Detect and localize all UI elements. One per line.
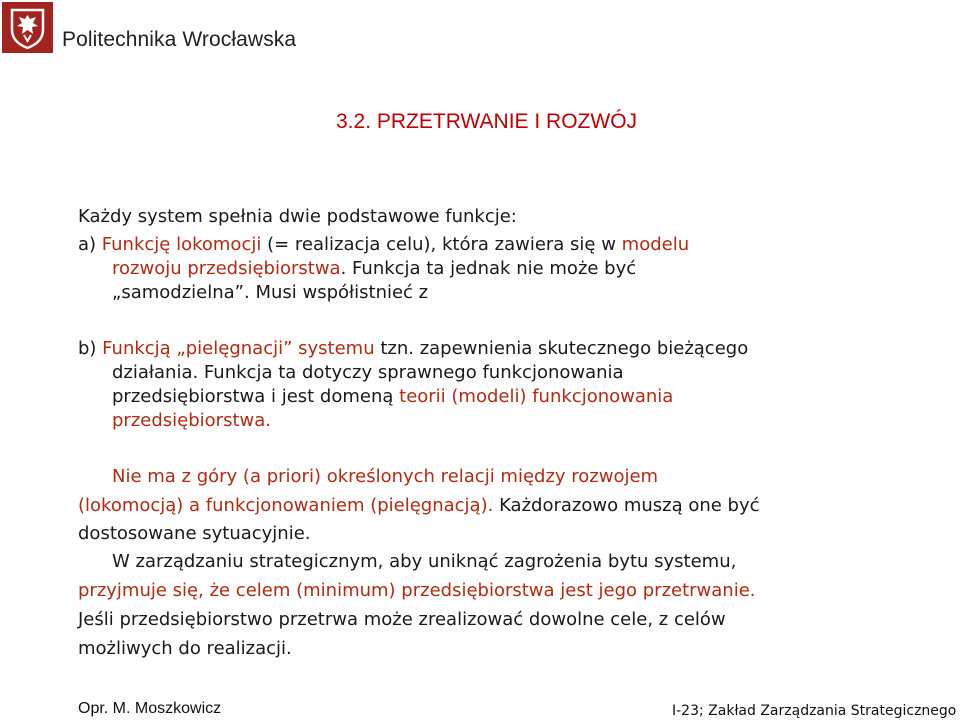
strategy-line4: możliwych do realizacji.	[78, 638, 292, 659]
term-theory: teorii (modeli) funkcjonowania	[399, 386, 674, 407]
term-model: modelu	[621, 234, 690, 255]
footer-page-info: I-23; Zakład Zarządzania Strategicznego	[672, 703, 957, 719]
strategy-line2: przyjmuje się, że celem (minimum) przedsiębiorstwa jest jego przetrwanie.	[78, 580, 756, 601]
slide-title: 3.2. PRZETRWANIE I ROZWÓJ	[336, 110, 638, 133]
relation-line3: dostosowane sytuacyjnie.	[78, 523, 311, 544]
footer-author: Opr. M. Moszkowicz	[78, 700, 222, 717]
term-locomotion: Funkcję lokomocji	[101, 234, 262, 255]
point-b-line1: b) Funkcją „pielęgnacji” systemu tzn. zapewnienia skutecznego bieżącego	[78, 338, 749, 359]
relation-line2: (lokomocją) a funkcjonowaniem (pielęgnacją). Każdorazowo muszą one być	[78, 495, 760, 516]
term-development: rozwoju przedsiębiorstwa	[112, 258, 341, 279]
point-a-line2: rozwoju przedsiębiorstwa. Funkcja ta jednak nie może być	[112, 258, 637, 279]
eagle-shield-icon	[2, 2, 53, 53]
logo-wordmark: Politechnika Wrocławska	[62, 28, 297, 51]
point-b-line3: przedsiębiorstwa i jest domeną teorii (modeli) funkcjonowania	[112, 386, 674, 407]
point-b-line2: działania. Funkcja ta dotyczy sprawnego funkcjonowania	[112, 362, 624, 383]
header	[0, 0, 300, 56]
intro-line: Każdy system spełnia dwie podstawowe funkcje:	[78, 206, 517, 227]
term-maintenance: Funkcją „pielęgnacji” systemu	[102, 338, 375, 359]
strategy-line3: Jeśli przedsiębiorstwo przetrwa może zrealizować dowolne cele, z celów	[78, 609, 726, 630]
point-b-line4: przedsiębiorstwa.	[112, 410, 271, 431]
point-a-line1: a) Funkcję lokomocji (= realizacja celu), która zawiera się w modelu	[78, 234, 690, 255]
strategy-line1: W zarządzaniu strategicznym, aby uniknąć zagrożenia bytu systemu,	[112, 551, 737, 572]
university-logo	[2, 2, 53, 53]
relation-line1: Nie ma z góry (a priori) określonych relacji między rozwojem	[112, 466, 659, 487]
point-a-line3: „samodzielna”. Musi współistnieć z	[112, 282, 429, 303]
